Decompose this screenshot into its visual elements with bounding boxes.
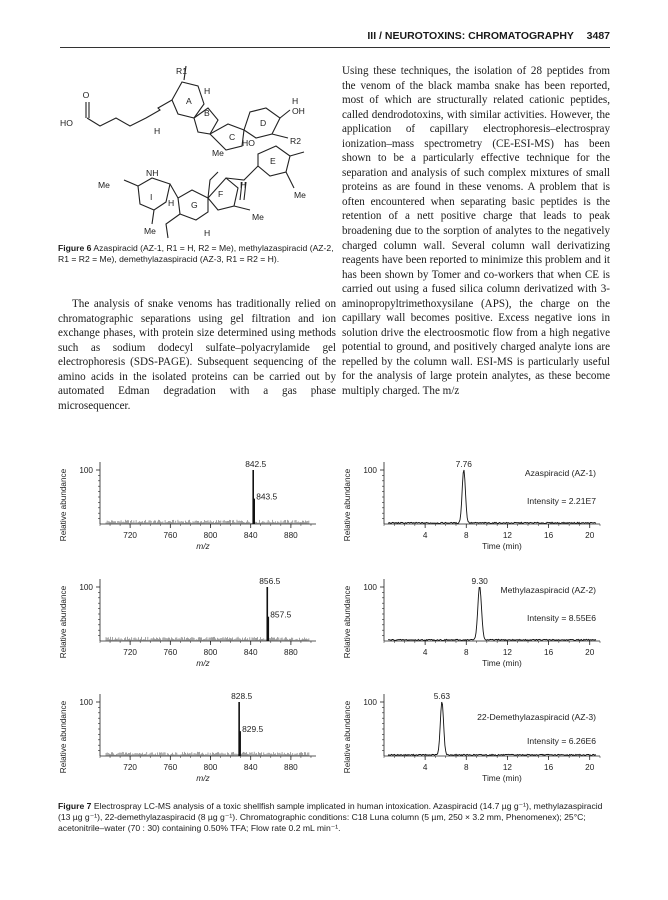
structure-me-label-3: Me (294, 190, 306, 200)
y-tick-label-100: 100 (79, 583, 93, 592)
x-tick-label: 760 (163, 648, 178, 657)
ring-g-label: G (191, 200, 198, 210)
ring-e-label: E (270, 156, 276, 166)
x-tick-label: 880 (284, 763, 298, 772)
structure-r1-label: R1 (176, 66, 187, 76)
ring-c-label: C (229, 132, 236, 142)
y-axis-label: Relative abundance (343, 468, 352, 542)
peak-label: 829.5 (242, 724, 264, 735)
x-tick-label: 840 (243, 763, 258, 772)
figure6-caption (58, 243, 336, 265)
running-header (357, 30, 610, 42)
ring-h-label: H (168, 198, 175, 208)
x-tick-label: 760 (163, 531, 178, 540)
x-tick-label: 840 (243, 648, 258, 657)
peak-label: 856.5 (259, 576, 281, 586)
x-tick-label: 4 (422, 648, 428, 657)
peak-label: 9.30 (471, 576, 488, 586)
right-column-text (342, 64, 610, 399)
x-tick-label: 800 (203, 531, 218, 540)
header-rule (60, 47, 610, 48)
peak-label: 828.5 (231, 691, 253, 701)
chart-panel-2 (343, 459, 600, 551)
structure-h-label-5: H (240, 180, 247, 190)
x-tick-label: 20 (585, 531, 595, 540)
ring-i-label: I (150, 192, 153, 202)
x-tick-label: 12 (502, 648, 512, 657)
peak-label: 857.5 (270, 609, 292, 620)
compound-title: 22-Demethylazaspiracid (AZ-3) (477, 712, 596, 722)
x-tick-label: 720 (123, 648, 137, 657)
x-tick-label: 760 (163, 763, 178, 772)
ring-f-label: F (218, 189, 224, 199)
figure7-plots (56, 448, 612, 798)
header-page-number: 3487 (586, 30, 610, 42)
structure-ho2-label: HO (242, 138, 255, 148)
structure-h-label-3: H (292, 96, 299, 106)
y-tick-label-100: 100 (79, 466, 93, 475)
structure-me-label-4: Me (252, 212, 264, 222)
x-tick-label: 8 (464, 763, 469, 772)
structure-r2-label: R2 (290, 136, 301, 146)
y-tick-label-100: 100 (363, 583, 377, 592)
left-paragraph: The analysis of snake venoms has traditionally relied on chromatographic separations using gel filtration and ion exchange phases, with protein size determined using methods such as sodium dodecyl sulfate–polyacrylamide gel electrophoresis (SDS-PAGE). Subsequent sequencing of the amino acids in the isolated proteins can be carried out by automated Edman degradation with a gas phase microsequencer. (58, 298, 336, 412)
x-axis-label: Time (min) (482, 658, 522, 668)
x-tick-label: 20 (585, 763, 595, 772)
compound-title: Azaspiracid (AZ-1) (524, 468, 596, 478)
y-axis-label: Relative abundance (59, 468, 68, 542)
intensity-label: Intensity = 6.26E6 (526, 736, 596, 746)
x-tick-label: 16 (544, 763, 554, 772)
structure-carbonyl-o: O (82, 90, 90, 100)
peak-label: 842.5 (245, 459, 267, 469)
chart-panel-4 (343, 576, 600, 668)
azaspiracid-structure (58, 60, 336, 242)
x-tick-label: 840 (243, 531, 258, 540)
x-tick-label: 8 (464, 531, 469, 540)
x-tick-label: 16 (544, 531, 554, 540)
chart-panel-6 (343, 691, 600, 783)
chart-panel-5 (59, 691, 316, 783)
y-tick-label-100: 100 (363, 466, 377, 475)
x-tick-label: 20 (585, 648, 595, 657)
y-tick-label-100: 100 (79, 698, 93, 707)
figure7-label: Figure 7 (58, 801, 92, 811)
right-paragraph: Using these techniques, the isolation of 28 peptides from the venom of the black mamba snake has been reported, most of which are structurally related cationic peptides, called dendrodotoxins, with similar activities. However, the application of capillary electrophoresis–electrospray ionization–mass spectrometry (CE-ESI-MS) has been shown to be a particularly effective technique for the separation and analysis of such complex mixtures of small proteins as are found in these venoms. A problem that is often encountered when separating basic peptides is the retention of a nett positive charge that leads to peak broadening due to the sorption of analytes to the negatively charged column wall. Several column wall derivatizing reagents have been reported to minimize this problem and it has been shown by Tomer and co-workers that when CE is carried out using a fused silica column derivatized with 3-aminopropyltrimethoxysilane (APS), the charge on the capillary wall becomes positive. Excess negative ions in solution drive the electroosmotic flow from a high negative potential to ground, and positively charged analyte ions are repelled by the column wall. ESI-MS is particularly useful for the analysis of large protein analytes, as these become multiply charged. The m/z (342, 65, 610, 398)
ring-d-label: D (260, 118, 267, 128)
x-tick-label: 4 (422, 763, 428, 772)
y-axis-label: Relative abundance (59, 585, 68, 659)
chart-panel-1 (59, 459, 316, 551)
figure7-caption-text: Electrospray LC-MS analysis of a toxic shellfish sample implicated in human intoxication. Azaspiracid (14.7 µg g⁻¹), methylazaspiracid (13 µg g⁻¹), 22-demethylazaspiracid (8 µg g⁻¹). Chromatographic conditions: C18 Luna column (5 µm, 250 × 3.2 mm, Phenomenex); 25°C; acetonitrile–water (70 : 30) containing 0.50% TFA; Flow rate 0.2 mL min⁻¹. (58, 801, 603, 833)
x-axis-label: Time (min) (482, 773, 522, 783)
structure-nh-label: NH (146, 168, 159, 178)
x-tick-label: 800 (203, 648, 218, 657)
x-axis-label: Time (min) (482, 541, 522, 551)
x-tick-label: 4 (422, 531, 428, 540)
x-tick-label: 12 (502, 763, 512, 772)
y-axis-label: Relative abundance (343, 585, 352, 659)
x-tick-label: 16 (544, 648, 554, 657)
peak-label: 7.76 (455, 459, 472, 469)
x-axis-label: m/z (196, 658, 210, 668)
figure6-caption-text: Azaspiracid (AZ-1, R1 = H, R2 = Me), methylazaspiracid (AZ-2, R1 = R2 = Me), demethylazaspiracid (AZ-3, R1 = R2 = H). (58, 243, 334, 264)
x-tick-label: 720 (123, 763, 137, 772)
structure-h-label-2: H (154, 126, 161, 136)
structure-me-label-2: Me (212, 148, 224, 158)
structure-me-label-1: Me (98, 180, 110, 190)
header-section: III / NEUROTOXINS: CHROMATOGRAPHY (367, 30, 574, 42)
figure7-caption (58, 801, 610, 834)
chromatogram-trace (388, 702, 596, 756)
x-tick-label: 800 (203, 763, 218, 772)
x-tick-label: 8 (464, 648, 469, 657)
x-axis-label: m/z (196, 773, 210, 783)
intensity-label: Intensity = 8.55E6 (526, 613, 596, 623)
ring-b-label: B (204, 108, 210, 118)
x-tick-label: 880 (284, 648, 298, 657)
structure-ho-label: HO (60, 118, 73, 128)
structure-me-label-5: Me (144, 226, 156, 236)
left-column-text (58, 297, 336, 413)
x-tick-label: 12 (502, 531, 512, 540)
y-axis-label: Relative abundance (343, 700, 352, 774)
x-tick-label: 720 (123, 531, 137, 540)
y-tick-label-100: 100 (363, 698, 377, 707)
x-axis-label: m/z (196, 541, 210, 551)
peak-label: 843.5 (256, 491, 278, 502)
structure-h-label-1: H (204, 86, 211, 96)
intensity-label: Intensity = 2.21E7 (526, 496, 596, 506)
chart-panel-3 (59, 576, 316, 668)
x-tick-label: 880 (284, 531, 298, 540)
compound-title: Methylazaspiracid (AZ-2) (500, 585, 596, 595)
figure6-label: Figure 6 (58, 243, 92, 253)
y-axis-label: Relative abundance (59, 700, 68, 774)
structure-oh-label: OH (292, 106, 305, 116)
ring-a-label: A (186, 96, 192, 106)
peak-label: 5.63 (433, 691, 451, 701)
structure-h-label-4: H (204, 228, 211, 238)
